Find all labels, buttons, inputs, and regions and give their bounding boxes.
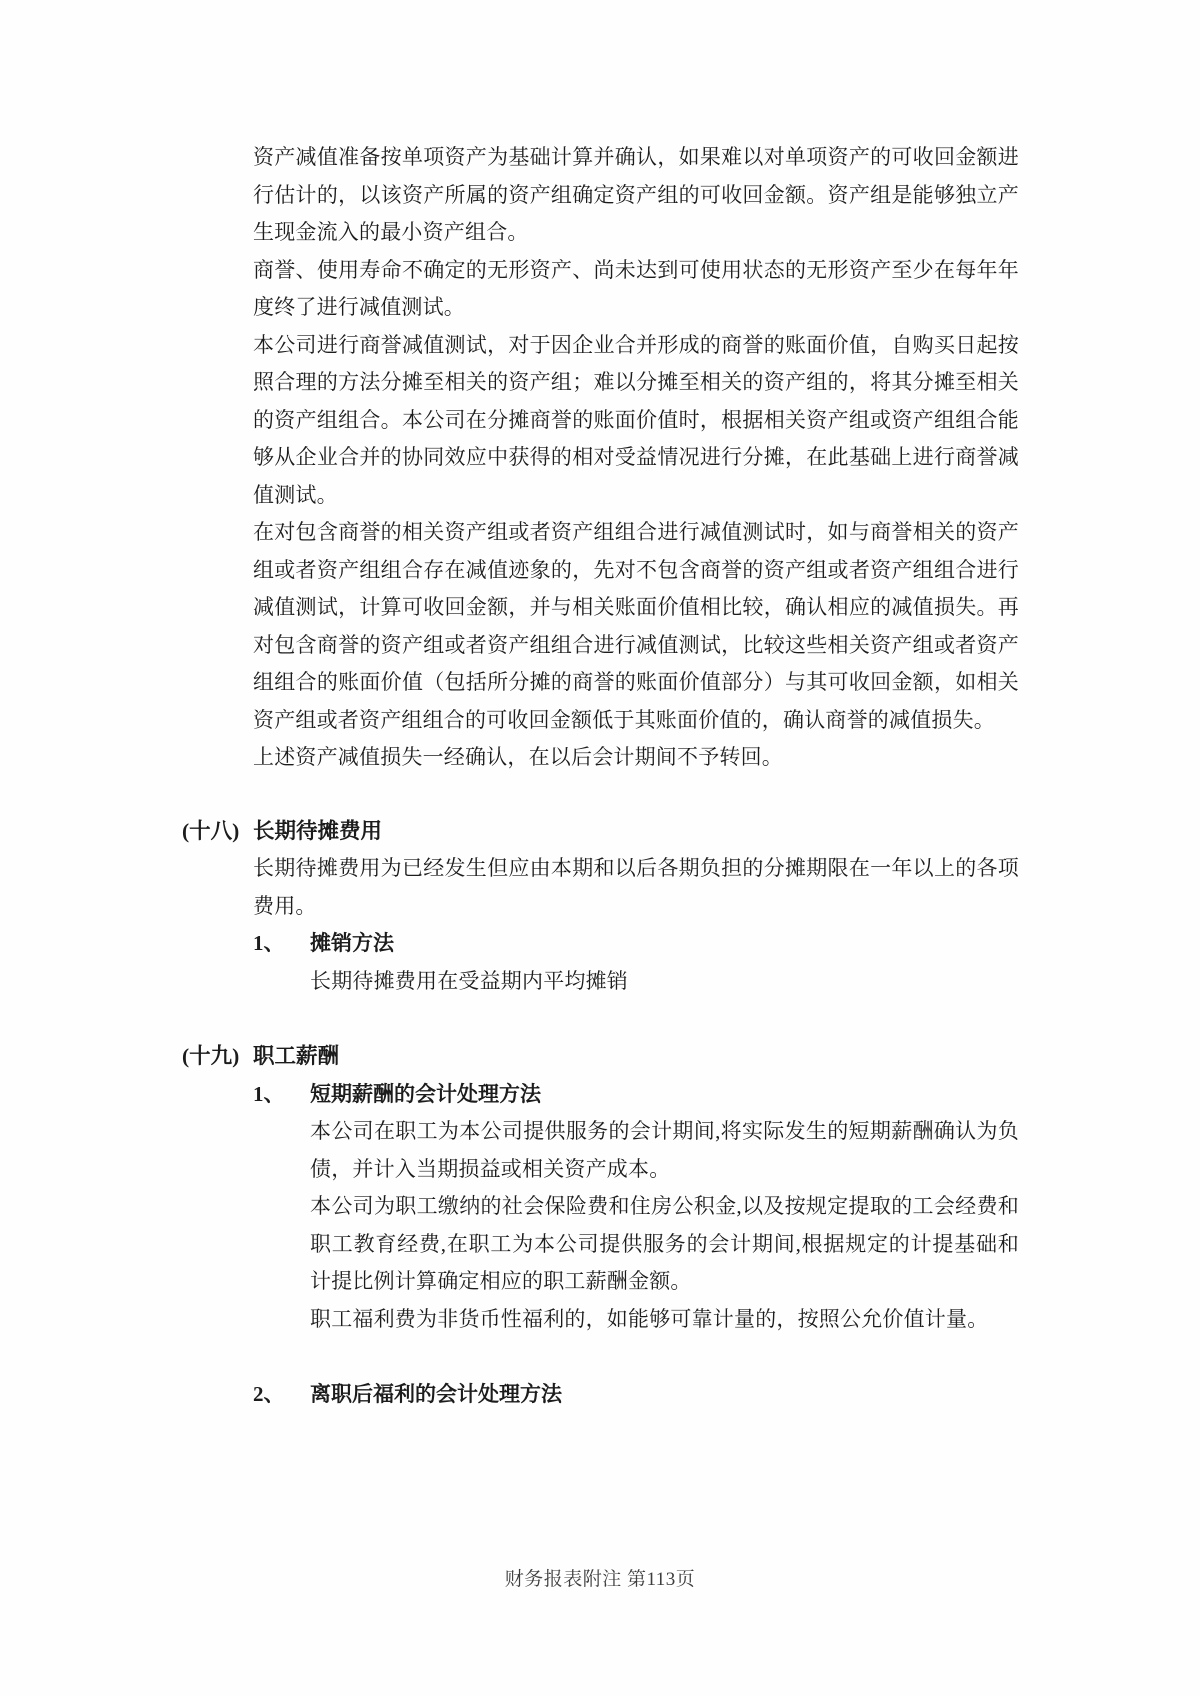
section-19-item-2-title: 离职后福利的会计处理方法: [310, 1382, 562, 1406]
paragraph-impairment-recognition: 资产减值准备按单项资产为基础计算并确认，如果难以对单项资产的可收回金额进行估计的，以该资产所属的资产组确定资产组的可收回金额。资产组是能够独立产生现金流入的最小资产组合。: [253, 145, 1019, 244]
section-18-title: 长期待摊费用: [253, 818, 383, 843]
document-content: [182, 139, 1019, 1414]
paragraph-amortization-method: 长期待摊费用在受益期内平均摊销: [310, 968, 628, 993]
paragraph-short-term-comp-3: 职工福利费为非货币性福利的，如能够可靠计量的，按照公允价值计量。: [310, 1306, 989, 1331]
paragraph-impairment-no-reversal: 上述资产减值损失一经确认，在以后会计期间不予转回。: [253, 745, 783, 769]
section-19-item-2-number: 2、: [253, 1382, 285, 1406]
section-18-item-1-number: 1、: [253, 931, 285, 955]
section-19-heading: [182, 1038, 1019, 1076]
paragraph-short-term-comp-2: 本公司为职工缴纳的社会保险费和住房公积金,以及按规定提取的工会经费和职工教育经费,在职工为本公司提供服务的会计期间,根据规定的计提基础和计提比例计算确定相应的职工薪酬金额。: [310, 1194, 1019, 1293]
section-18-number: (十八): [182, 818, 240, 843]
paragraph-ltde-definition: 长期待摊费用为已经发生但应由本期和以后各期负担的分摊期限在一年以上的各项费用。: [253, 856, 1019, 918]
section-19-item-1-heading: [253, 1076, 1019, 1114]
paragraph-short-term-comp-1: 本公司在职工为本公司提供服务的会计期间,将实际发生的短期薪酬确认为负债，并计入当期损益或相关资产成本。: [310, 1119, 1019, 1181]
section-19-item-1-title: 短期薪酬的会计处理方法: [310, 1081, 541, 1106]
section-18-item-1-title: 摊销方法: [310, 931, 394, 955]
section-19-number: (十九): [182, 1044, 240, 1068]
section-18-item-1-heading: [253, 925, 1019, 963]
section-18-heading: [182, 813, 1019, 851]
paragraph-goodwill-impairment-test: 在对包含商誉的相关资产组或者资产组组合进行减值测试时，如与商誉相关的资产组或者资产组组合存在减值迹象的，先对不包含商誉的资产组或者资产组组合进行减值测试，计算可收回金额，并与相关账面价值相比较，确认相应的减值损失。再对包含商誉的资产组或者资产组组合进行减值测试，比较这些相关资产组或者资产组组合的账面价值（包括所分摊的商誉的账面价值部分）与其可收回金额，如相关资产组或者资产组组合的可收回金额低于其账面价值的，确认商誉的减值损失。: [253, 520, 1019, 732]
section-19: [182, 1038, 1019, 1414]
page-footer: 财务报表附注 第113页: [504, 1569, 696, 1590]
section-18: [182, 813, 1019, 1001]
section-19-item-2-heading: [253, 1376, 1019, 1414]
section-19-title: 职工薪酬: [253, 1044, 340, 1068]
section-19-item-1-number: 1、: [253, 1081, 285, 1106]
paragraph-goodwill-annual-test: 商誉、使用寿命不确定的无形资产、尚未达到可使用状态的无形资产至少在每年年度终了进行减值测试。: [253, 257, 1019, 319]
paragraph-goodwill-allocation: 本公司进行商誉减值测试，对于因企业合并形成的商誉的账面价值，自购买日起按照合理的方法分摊至相关的资产组；难以分摊至相关的资产组的，将其分摊至相关的资产组组合。本公司在分摊商誉的账面价值时，根据相关资产组或资产组组合能够从企业合并的协同效应中获得的相对受益情况进行分摊，在此基础上进行商誉减值测试。: [253, 332, 1019, 507]
